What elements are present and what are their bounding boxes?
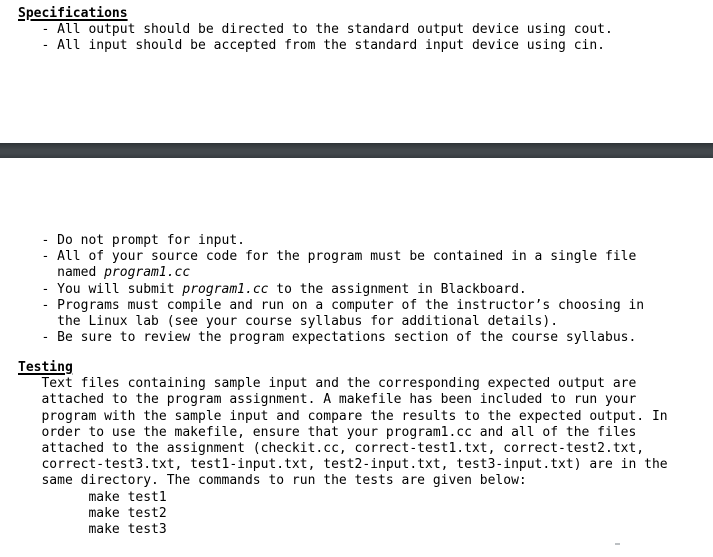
paragraph-line-text: attached to the assignment (checkit.cc, correct-test1.txt, correct-test2.txt, <box>18 441 645 457</box>
continuation-line <box>18 265 713 281</box>
paragraph-line <box>18 457 713 473</box>
bullet-line <box>18 298 713 314</box>
continuation-line <box>18 314 713 330</box>
command-line <box>18 506 713 522</box>
bullet-line <box>18 282 713 298</box>
bullet-line-text: - Do not prompt for input. <box>18 233 245 248</box>
bullet-line <box>18 233 713 249</box>
continuation-line-text: program1.cc <box>104 265 191 281</box>
bullet-line-text: - Programs must compile and run on a computer of the instructor’s choosing in <box>18 297 645 313</box>
bullet-line <box>18 22 713 38</box>
command-line <box>18 490 713 506</box>
paragraph-line-text: program with the sample input and compare the results to the expected output. In <box>18 408 668 424</box>
specifications-section-continued <box>18 233 713 346</box>
cursor-artifact <box>615 543 620 545</box>
paragraph-line-text: order to use the makefile, ensure that your program1.cc and all of the files <box>18 424 637 440</box>
paragraph-line-text: attached to the program assignment. A makefile has been included to run your <box>18 392 637 408</box>
paragraph-line-text: same directory. The commands to run the tests are given below: <box>18 473 527 489</box>
bullet-line-text: - All output should be directed to the standard output device using cout. <box>18 22 613 38</box>
bullet-line-text: program1.cc <box>182 281 269 297</box>
bullet-line-text: - All input should be accepted from the standard input device using cin. <box>18 38 605 54</box>
section-heading-testing-text: Testing <box>18 360 73 375</box>
paragraph-line <box>18 425 713 441</box>
command-line <box>18 522 713 538</box>
testing-section <box>18 360 713 538</box>
bullet-line-text: - All of your source code for the program must be contained in a single file <box>18 249 637 265</box>
section-heading-specifications <box>18 6 713 22</box>
paragraph-line <box>18 441 713 457</box>
continuation-line-text: the Linux lab (see your course syllabus for additional details). <box>18 314 559 330</box>
paragraph-line-text: Text files containing sample input and the corresponding expected output are <box>18 376 637 392</box>
bullet-line <box>18 330 713 346</box>
paragraph-line-text: correct-test3.txt, test1-input.txt, test2-input.txt, test3-input.txt) are in the <box>18 457 668 473</box>
specifications-section <box>18 6 713 55</box>
bullet-line <box>18 249 713 265</box>
section-heading-testing <box>18 360 713 376</box>
bullet-line-text: - You will submit <box>18 281 183 297</box>
bullet-line-text: to the assignment in Blackboard. <box>268 281 527 297</box>
bullet-line-text: - Be sure to review the program expectations section of the course syllabus. <box>18 330 637 346</box>
section-heading-specifications-text: Specifications <box>18 6 128 21</box>
paragraph-line <box>18 392 713 408</box>
paragraph-line <box>18 409 713 425</box>
paragraph-line <box>18 473 713 489</box>
paragraph-line <box>18 376 713 392</box>
command-line-text: make test2 <box>18 505 167 521</box>
command-line-text: make test1 <box>18 489 167 505</box>
command-line-text: make test3 <box>18 522 167 538</box>
bullet-line <box>18 38 713 54</box>
continuation-line-text: named <box>18 265 105 281</box>
page-break-bar <box>0 143 713 158</box>
